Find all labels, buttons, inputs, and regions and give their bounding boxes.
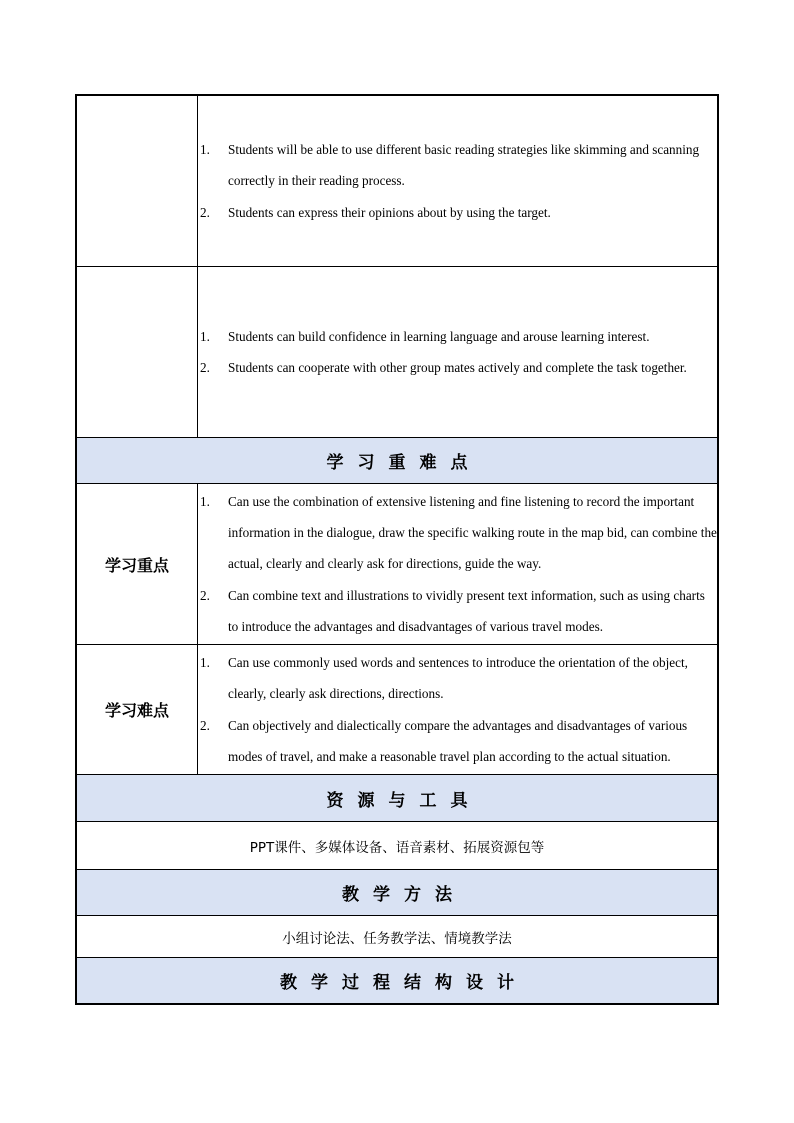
list-text: Can use commonly used words and sentences to introduce the orientation of the object, clearly, clearly ask directions, directions.	[228, 654, 688, 702]
resources-row	[77, 821, 717, 869]
list-number: 2.	[200, 587, 210, 603]
process-heading	[77, 957, 717, 1003]
key-points-heading	[77, 437, 717, 483]
list-item	[198, 580, 717, 643]
list-item	[198, 352, 717, 383]
lesson-plan-table	[75, 94, 719, 1005]
key-points-heading-text: 学习重难点	[326, 453, 482, 473]
list-text: Students can build confidence in learning language and arouse learning interest.	[228, 328, 650, 344]
key-points-row	[77, 483, 717, 644]
difficulties-content	[198, 645, 717, 774]
list-item	[198, 710, 717, 773]
list-number: 1.	[200, 328, 210, 344]
key-points-content	[198, 484, 717, 644]
objective-row-1-content	[198, 96, 717, 266]
list-item	[198, 486, 717, 580]
process-heading-text: 教学过程结构设计	[280, 973, 528, 993]
list-text: Students can express their opinions about by using the target.	[228, 204, 551, 220]
list-item	[198, 197, 717, 228]
methods-row	[77, 915, 717, 957]
methods-heading-text: 教学方法	[342, 885, 466, 905]
list-number: 1.	[200, 493, 210, 509]
objective-row-2	[77, 266, 717, 437]
resources-heading-text: 资源与工具	[326, 790, 482, 811]
list-text: Can combine text and illustrations to vividly present text information, such as using charts to introduce the advantages and disadvantages of various travel modes.	[228, 587, 705, 634]
objective-row-2-label	[77, 267, 198, 437]
list-number: 2.	[200, 360, 210, 375]
list-number: 2.	[200, 717, 210, 733]
methods-heading	[77, 869, 717, 915]
list-number: 1.	[200, 142, 210, 158]
methods-text: 小组讨论法、任务教学法、情境教学法	[282, 930, 512, 947]
objective-row-1-label	[77, 96, 198, 266]
list-item	[198, 321, 717, 352]
resources-text: PPT课件、多媒体设备、语音素材、拓展资源包等	[249, 839, 545, 856]
objective-row-2-content	[198, 267, 717, 437]
difficulties-label: 学习难点	[77, 645, 198, 774]
difficulties-row	[77, 644, 717, 774]
list-text: Students will be able to use different basic reading strategies like skimming and scanning correctly in their reading process.	[228, 142, 700, 189]
list-text: Can use the combination of extensive listening and fine listening to record the important information in the dialogue, draw the specific walking route in the map bid, can combine the actual, clearly and clearly ask for directions, guide the way.	[228, 493, 717, 572]
resources-heading	[77, 774, 717, 821]
list-number: 1.	[200, 654, 210, 670]
list-item	[198, 134, 717, 197]
list-item	[198, 647, 717, 710]
objective-row-1	[77, 96, 717, 266]
key-points-label: 学习重点	[77, 484, 198, 644]
list-number: 2.	[200, 204, 210, 220]
list-text: Can objectively and dialectically compare the advantages and disadvantages of various modes of travel, and make a reasonable travel plan according to the actual situation.	[228, 717, 688, 764]
list-text: Students can cooperate with other group mates actively and complete the task together.	[228, 360, 687, 375]
